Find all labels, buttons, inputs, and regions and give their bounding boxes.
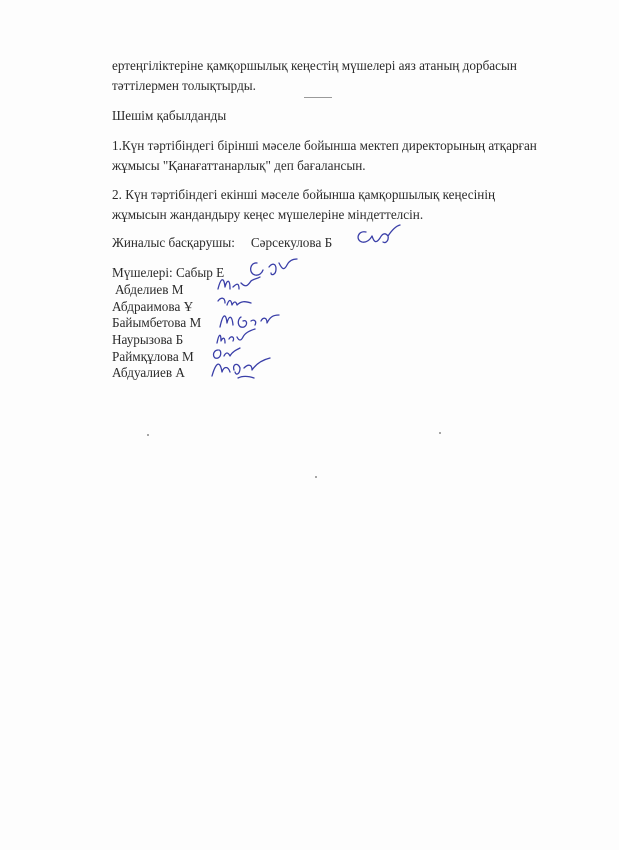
scan-speck bbox=[147, 434, 149, 436]
chair-line bbox=[112, 233, 332, 253]
member-name: Абделиев М bbox=[115, 282, 184, 297]
decision-2-line-2: жұмысын жандандыру кеңес мүшелеріне міндеттелсін. bbox=[112, 207, 424, 222]
member-name: Сабыр Е bbox=[175, 265, 225, 280]
member-name: Раймқұлова М bbox=[112, 349, 194, 364]
members-label: Мүшелері: bbox=[112, 265, 173, 280]
decision-1-line-2: жұмысы "Қанағаттанарлық" деп бағалансын. bbox=[112, 158, 366, 173]
scan-speck bbox=[315, 476, 317, 478]
signature-member-7 bbox=[208, 354, 274, 384]
decision-1 bbox=[112, 136, 537, 176]
intro-line-2: тәттілермен толықтырды. bbox=[112, 78, 256, 93]
member-name: Абдуалиев А bbox=[112, 365, 185, 380]
chair-name: Сәрсекулова Б bbox=[250, 235, 333, 250]
member-name: Абдраимова Ұ bbox=[112, 299, 194, 314]
member-name: Байымбетова М bbox=[112, 315, 202, 330]
scan-mark bbox=[304, 97, 332, 98]
decision-heading: Шешім қабылданды bbox=[112, 108, 227, 123]
member-name: Наурызова Б bbox=[112, 332, 184, 347]
decision-1-line-1: 1.Күн тәртібіндегі бірінші мәселе бойынша мектеп директорының атқарған bbox=[112, 138, 537, 153]
chair-label: Жиналыс басқарушы: bbox=[112, 235, 235, 250]
signature-chair bbox=[352, 222, 404, 254]
scan-speck bbox=[439, 432, 441, 434]
intro-line-1: ертеңгіліктеріне қамқоршылық кеңестің мүшелері аяз атаның дорбасын bbox=[112, 58, 517, 73]
decision-2 bbox=[112, 185, 495, 225]
intro-paragraph bbox=[112, 56, 517, 96]
decision-2-line-1: 2. Күн тәртібіндегі екінші мәселе бойынша қамқоршылық кеңесінің bbox=[112, 187, 496, 202]
